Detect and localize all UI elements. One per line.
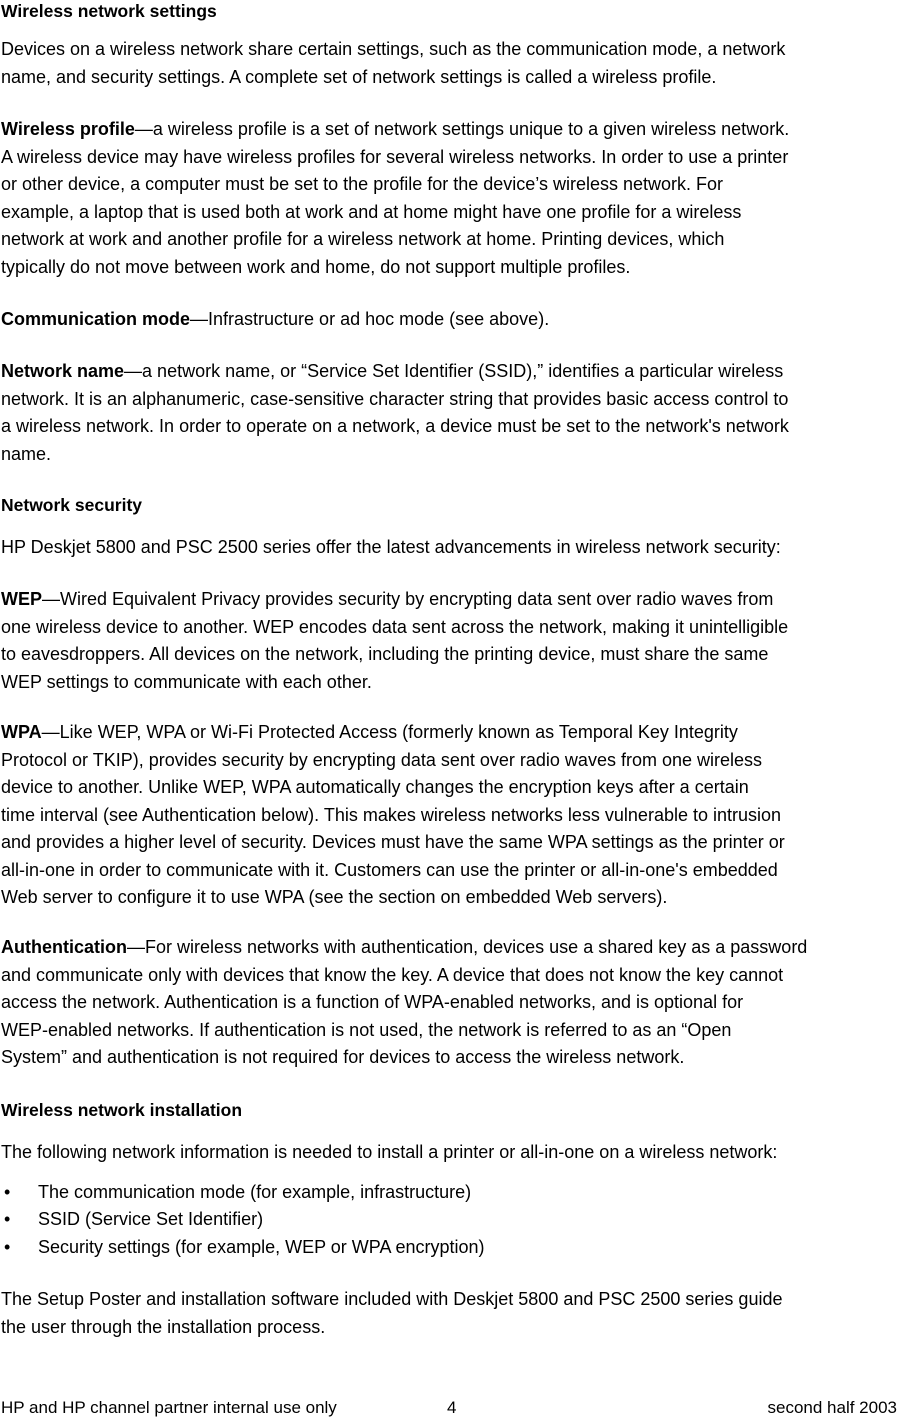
paragraph-network-name	[1, 358, 899, 468]
paragraph-wpa	[1, 719, 899, 912]
text-wep: —Wired Equivalent Privacy provides security by encrypting data sent over radio waves from one wireless device to another. WEP encodes data sent across the network, making it unintelligible to eavesdroppers. All devices on the network, including the printing device, must share the same WEP settings to communicate with each other.	[1, 589, 789, 692]
text-wpa: —Like WEP, WPA or Wi-Fi Protected Access (formerly known as Temporal Key Integrity Protocol or TKIP), provides security by encrypting data sent over radio waves from one wireless device to another. Unlike WEP, WPA automatically changes the encryption keys after a certain time interval (see Authentication below). This makes wireless networks less vulnerable to intrusion and provides a higher level of security. Devices must have the same WPA settings as the printer or all-in-one in order to communicate with it. Customers can use the printer or all-in-one's embedded Web server to configure it to use WPA (see the section on embedded Web servers).	[1, 722, 785, 907]
footer-left: HP and HP channel partner internal use only	[1, 1398, 337, 1417]
bullet-text: SSID (Service Set Identifier)	[38, 1209, 264, 1229]
heading-wireless-network-installation: Wireless network installation	[1, 1100, 243, 1120]
term-wireless-profile: Wireless profile	[1, 119, 135, 139]
paragraph-settings-intro: Devices on a wireless network share certain settings, such as the communication mode, a network name, and security settings. A complete set of network settings is called a wireless profile.	[1, 39, 786, 87]
bullet-icon: •	[4, 1182, 11, 1202]
bullet-icon: •	[4, 1209, 11, 1229]
heading-network-security: Network security	[1, 495, 143, 515]
page-number: 4	[447, 1398, 457, 1417]
footer-right: second half 2003	[767, 1398, 897, 1417]
paragraph-communication-mode	[1, 306, 899, 334]
paragraph-install-intro: The following network information is needed to install a printer or all-in-one on a wireless network:	[1, 1142, 778, 1162]
heading-wireless-network-settings: Wireless network settings	[1, 1, 217, 21]
bullet-text: The communication mode (for example, infrastructure)	[38, 1182, 472, 1202]
text-communication-mode: —Infrastructure or ad hoc mode (see above).	[190, 309, 550, 329]
paragraph-authentication	[1, 934, 899, 1072]
bullet-text: Security settings (for example, WEP or WPA encryption)	[38, 1237, 485, 1257]
text-authentication: —For wireless networks with authentication, devices use a shared key as a password and communicate only with devices that know the key. A device that does not know the key cannot access the network. Authentication is a function of WPA-enabled networks, and is optional for WEP-enabled networks. If authentication is not used, the network is referred to as an “Open System” and authentication is not required for devices to access the wireless network.	[1, 937, 808, 1067]
term-network-name: Network name	[1, 361, 125, 381]
term-wpa: WPA	[1, 722, 42, 742]
term-wep: WEP	[1, 589, 43, 609]
paragraph-wireless-profile	[1, 116, 899, 281]
term-authentication: Authentication	[1, 937, 127, 957]
bullet-icon: •	[4, 1237, 11, 1257]
term-communication-mode: Communication mode	[1, 309, 191, 329]
text-network-name: —a network name, or “Service Set Identifier (SSID),” identifies a particular wireless network. It is an alphanumeric, case-sensitive character string that provides basic access control to a wireless network. In order to operate on a network, a device must be set to the network's network name.	[1, 361, 789, 464]
paragraph-security-intro: HP Deskjet 5800 and PSC 2500 series offer the latest advancements in wireless network security:	[1, 537, 781, 557]
paragraph-closing: The Setup Poster and installation software included with Deskjet 5800 and PSC 2500 series guide the user through the installation process.	[1, 1289, 783, 1337]
text-wireless-profile: —a wireless profile is a set of network settings unique to a given wireless network. A wireless device may have wireless profiles for several wireless networks. In order to use a printer or other device, a computer must be set to the profile for the device’s wireless network. For example, a laptop that is used both at work and at home might have one profile for a wireless network at work and another profile for a wireless network at home. Printing devices, which typically do not move between work and home, do not support multiple profiles.	[1, 119, 790, 277]
paragraph-wep	[1, 586, 899, 696]
